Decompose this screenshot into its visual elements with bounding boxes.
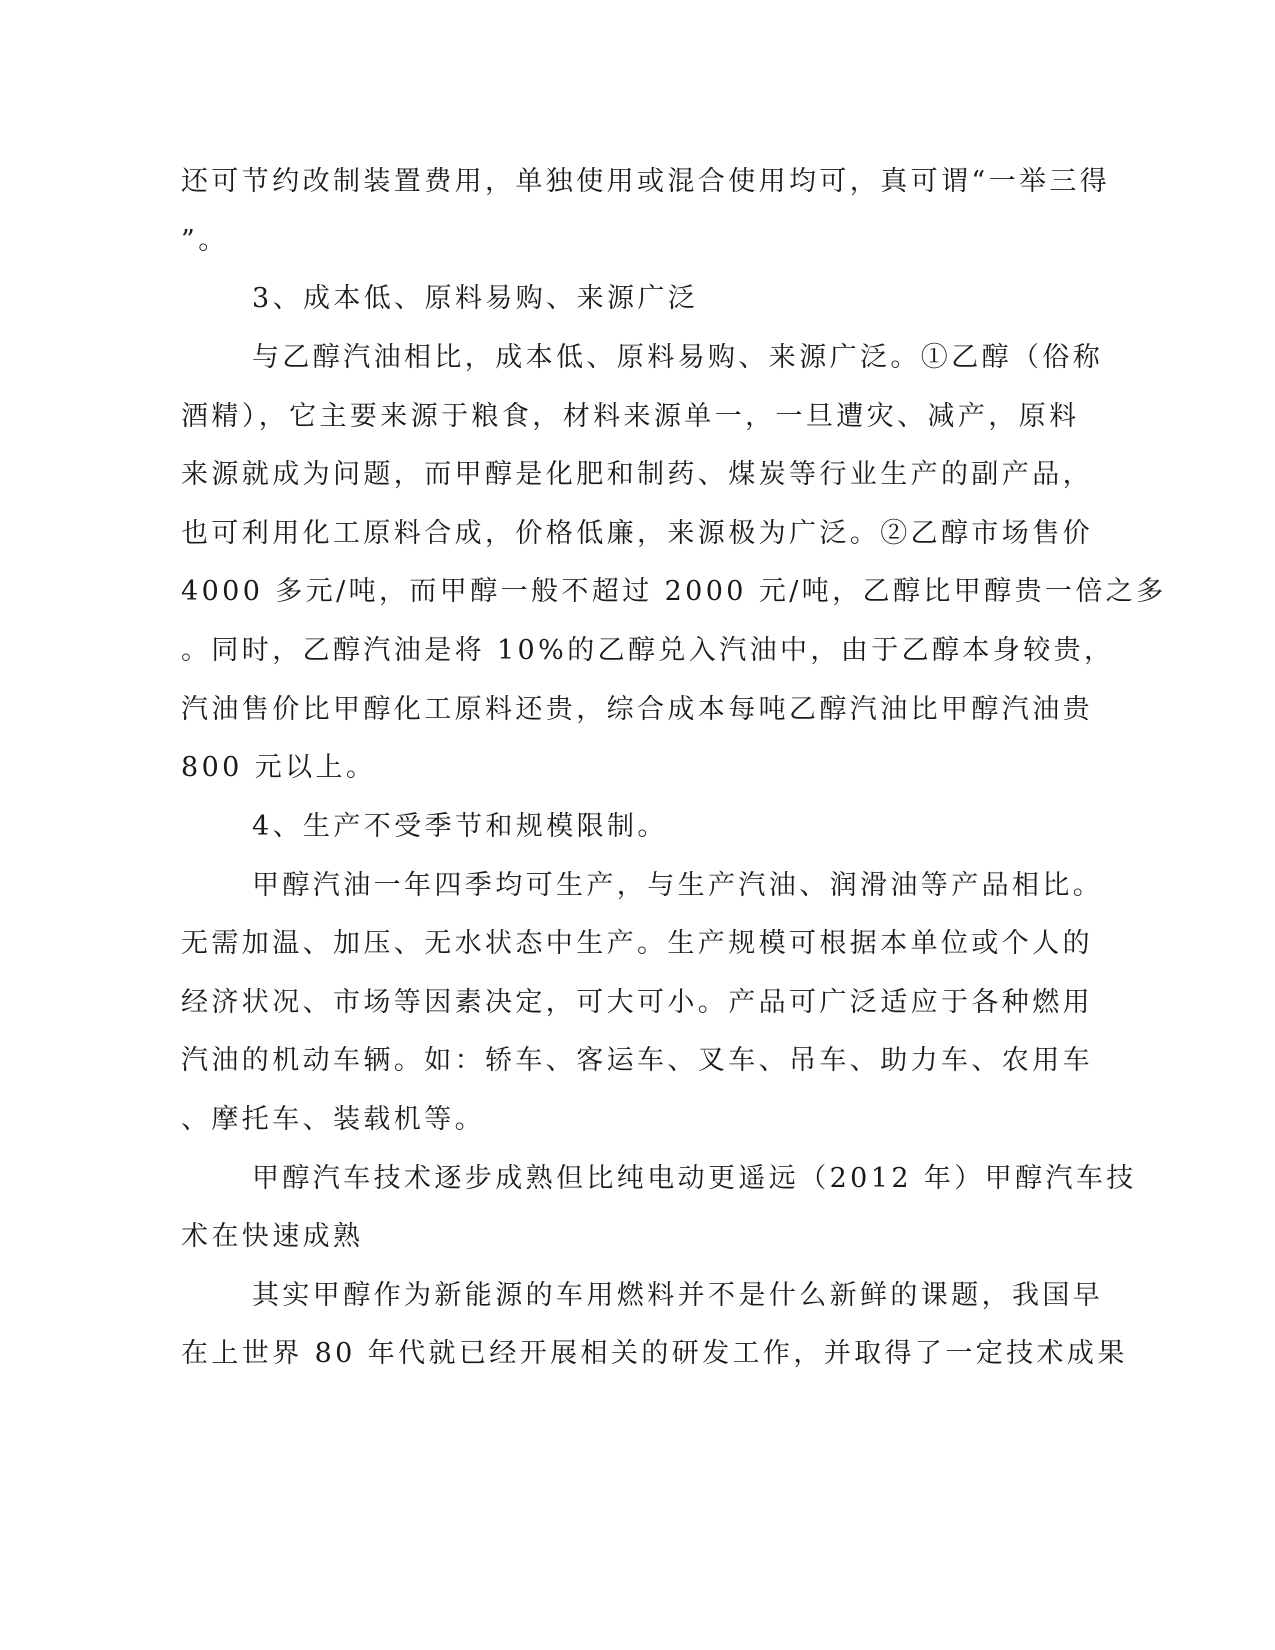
text-line: 来源就成为问题，而甲醇是化肥和制药、煤炭等行业生产的副产品，: [181, 459, 1093, 490]
text-line: 甲醇汽车技术逐步成熟但比纯电动更遥远（2012 年）甲醇汽车技: [252, 1163, 1137, 1194]
text-line: 汽油的机动车辆。如：轿车、客运车、叉车、吊车、助力车、农用车: [181, 1045, 1093, 1076]
text-line: 无需加温、加压、无水状态中生产。生产规模可根据本单位或个人的: [181, 928, 1093, 959]
text-line: 4000 多元/吨，而甲醇一般不超过 2000 元/吨，乙醇比甲醇贵一倍之多: [181, 576, 1167, 607]
section-heading: 3、成本低、原料易购、来源广泛: [252, 283, 699, 314]
text-line: 还可节约改制装置费用，单独使用或混合使用均可，真可谓“一举三得: [181, 166, 1111, 197]
text-line: 与乙醇汽油相比，成本低、原料易购、来源广泛。①乙醇（俗称: [252, 342, 1104, 373]
text-line: 术在快速成熟: [181, 1221, 364, 1252]
text-line: 酒精），它主要来源于粮食，材料来源单一，一旦遭灾、减产，原料: [181, 401, 1080, 432]
text-line: 经济状况、市场等因素决定，可大可小。产品可广泛适应于各种燃用: [181, 987, 1093, 1018]
text-line: 也可利用化工原料合成，价格低廉，来源极为广泛。②乙醇市场售价: [181, 518, 1093, 549]
text-line: 其实甲醇作为新能源的车用燃料并不是什么新鲜的课题，我国早: [252, 1280, 1104, 1311]
text-line: ”。: [181, 225, 229, 256]
text-line: 。同时，乙醇汽油是将 10%的乙醇兑入汽油中，由于乙醇本身较贵，: [181, 635, 1115, 666]
text-line: 甲醇汽油一年四季均可生产，与生产汽油、润滑油等产品相比。: [252, 870, 1104, 901]
text-line: 汽油售价比甲醇化工原料还贵，综合成本每吨乙醇汽油比甲醇汽油贵: [181, 694, 1093, 725]
text-line: 在上世界 80 年代就已经开展相关的研发工作，并取得了一定技术成果: [181, 1338, 1128, 1369]
text-line: 、摩托车、装载机等。: [181, 1104, 485, 1135]
text-line: 800 元以上。: [181, 752, 377, 783]
section-heading: 4、生产不受季节和规模限制。: [252, 811, 668, 842]
